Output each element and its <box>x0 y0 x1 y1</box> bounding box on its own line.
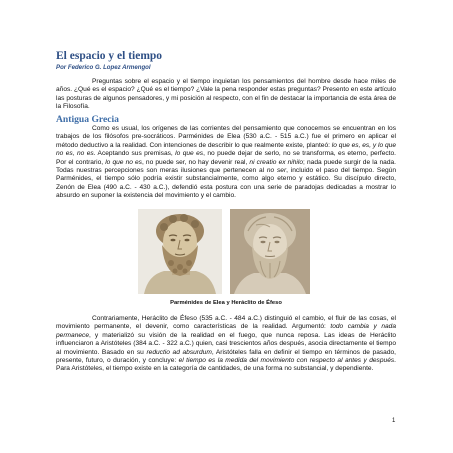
text-run: . Para Aristóteles, el tiempo existe en la categoría de cantidades, de una forma no substancial, y dependiente. <box>56 357 396 373</box>
italic-run: reductio ad absurdum <box>146 348 212 356</box>
text-run: , y materializó su visión de la realidad en el fuego, que nunca reposa. Las ideas de Heráclito influenciaron a Aristóteles (384 a.C. - 322 a.C.) quien, casi trescientos años después, asocia directamente el tiempo al movimiento. Basado en su <box>56 331 396 356</box>
text-run: Contrariamente, Heráclito de Éfeso (535 a.C. - 484 a.C.) distinguió el cambio, el fluir de las cosas, el movimiento permanente, el devenir, como características de la realidad. Argumentó: <box>56 315 396 331</box>
italic-run: todo cambia y nada permanece <box>56 323 396 339</box>
italic-run: lo que no es <box>105 158 142 166</box>
text-run: Como es usual, los orígenes de las corrientes del pensamiento que conocemos se encuentran en los trabajos de los filósofos pre-socráticos. Parménides de Elea (530 a.C. - 515 a.C.) fue el primero en aplicar el método deductivo a la realidad. Con intenciones de describir lo que realmente existe, planteó: <box>56 125 396 149</box>
text-run: ; nada puede surgir de la nada. Todas nuestras percepciones son meras ilusiones que pertenecen al <box>56 158 396 175</box>
parmenides-bust-image <box>138 209 222 294</box>
text-run: , incluido el paso del tiempo. Según Parménides, el tiempo sólo podría existir substancialmente, como algo eterno y estático. Su discípulo directo, Zenón de Elea (490 a.C. - 430 a.C.), defendió esta postura con una serie de paradojas dedicadas a mostrar lo absurdo en suponer la existencia del movimiento y el cambio. <box>56 167 396 200</box>
italic-run: ni creatio ex nihilo <box>249 158 304 166</box>
figure-caption: Parménides de Elea y Heráclito de Éfeso <box>170 300 282 306</box>
italic-run: lo que es <box>175 150 204 158</box>
page-number: 1 <box>392 418 396 424</box>
heraclitus-bust-image <box>230 209 310 294</box>
italic-run: lo que es, es, y lo que no es, no es <box>56 141 397 158</box>
intro-paragraph: Preguntas sobre el espacio y el tiempo inquietan los pensamientos del hombre desde hace miles de años. ¿Qué es el espacio? ¿Qué es el tiempo? ¿Vale la pena responder estas preguntas? Presento en este artículo las posturas de algunos pensadores, y mi posición al respecto, con el fin de destacar la importancia de esta área de la Filosofía. <box>56 78 396 111</box>
italic-run: no ser <box>266 167 287 175</box>
text-run: , Aristóteles falla en definir el tiempo en términos de pasado, presente, futuro, o duración, y concluye: <box>56 348 396 365</box>
paragraph-heraclitus <box>56 315 396 374</box>
text-run: , no puede dejar de serlo, no se transforma, es eterno, perfecto. Por el contrario, <box>56 150 396 166</box>
section-heading: Antigua Grecia <box>56 114 119 125</box>
document-author: Por Federico G. Lopez Armengol <box>56 64 151 71</box>
text-run: , no puede ser, no hay devenir real, <box>141 158 250 166</box>
paragraph-parmenides <box>56 125 396 201</box>
document-title: El espacio y el tiempo <box>56 50 163 62</box>
text-run: . Aceptando sus premisas, <box>93 150 176 158</box>
italic-run: el tiempo es la medida del movimiento con respecto al antes y después <box>178 357 395 365</box>
